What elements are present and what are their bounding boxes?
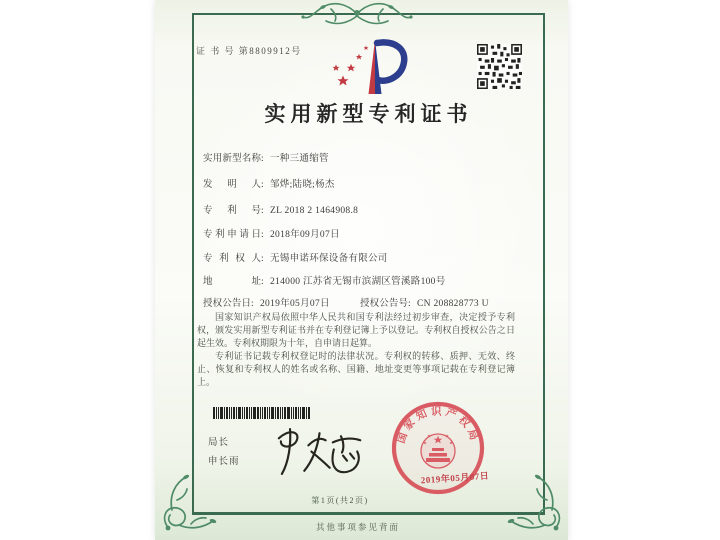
- bottom-left-flourish-ornament: [157, 470, 219, 536]
- cnipa-logo-icon: [323, 36, 409, 98]
- field-value: 一种三通缩管: [270, 154, 329, 164]
- field-label: 地址: [203, 277, 261, 287]
- row-inventors: [203, 176, 335, 190]
- field-value: 2019年05月07日: [260, 299, 330, 309]
- field-label: 专利申请日: [203, 230, 261, 240]
- certificate-number: 证 书 号 第8809912号: [196, 46, 302, 56]
- field-colon: :: [261, 180, 264, 190]
- legal-paragraph: 国家知识产权局依照中华人民共和国专利法经过初步审查，决定授予专利权，颁发实用新型专利证书并在专利登记簿上予以登记。专利权自授权公告之日起生效。专利权期限为十年，自申请日起算。: [197, 312, 515, 348]
- director-signoff: [208, 434, 240, 472]
- bottom-right-flourish-ornament: [505, 470, 567, 536]
- legal-text: [197, 311, 515, 388]
- page-number: 第1页(共2页): [311, 496, 369, 505]
- stamp-arc-text: 国家知识产权局: [396, 406, 480, 446]
- field-colon: :: [261, 254, 264, 264]
- field-colon: :: [408, 299, 411, 309]
- legal-paragraph: 专利证书记载专利权登记时的法律状况。专利权的转移、质押、无效、终止、恢复和专利权人的姓名或名称、国籍、地址变更等事项记载在专利登记簿上。: [197, 350, 515, 387]
- field-colon: :: [251, 299, 254, 309]
- field-value: 邹烨;陆晓;杨杰: [270, 180, 335, 190]
- director-name: 申长雨: [208, 457, 240, 467]
- field-label: 实用新型名称: [203, 154, 261, 164]
- field-label: 授权公告号: [360, 299, 408, 309]
- field-label: 专利号: [203, 206, 261, 216]
- certificate-title: 实用新型专利证书: [264, 102, 473, 126]
- field-colon: :: [261, 230, 264, 240]
- field-value: ZL 2018 2 1464908.8: [270, 206, 359, 216]
- row-address: [203, 273, 446, 287]
- director-signature: [267, 423, 367, 479]
- field-value: CN 208828773 U: [417, 299, 489, 309]
- field-value: 214000 江苏省无锡市滨湖区管溪路100号: [270, 277, 446, 287]
- row-filing-date: [203, 226, 340, 240]
- field-label: 专利权人: [203, 254, 261, 264]
- field-value: 无锡申诺环保设备有限公司: [270, 254, 388, 264]
- field-label: 授权公告日: [203, 299, 251, 309]
- certificate-page: [155, 0, 568, 540]
- field-label: 发明人: [203, 180, 261, 190]
- stamp-date: 2019年05月07日: [420, 470, 490, 486]
- grant-number-pair: [360, 295, 489, 309]
- row-model-name: [203, 150, 329, 164]
- director-title: 局长: [208, 438, 230, 448]
- field-colon: :: [261, 154, 264, 164]
- national-emblem-icon: [421, 434, 455, 468]
- row-grant-announcement: [203, 295, 489, 309]
- field-colon: :: [261, 206, 264, 216]
- top-flourish-ornament: [295, 0, 419, 29]
- row-patentee: [203, 250, 388, 264]
- qr-code: [477, 44, 522, 89]
- reverse-side-note: 其他事项参见背面: [315, 522, 400, 532]
- field-value: 2018年09月07日: [270, 230, 340, 240]
- row-patent-number: [203, 202, 358, 216]
- field-colon: :: [261, 277, 264, 287]
- barcode: [213, 407, 310, 419]
